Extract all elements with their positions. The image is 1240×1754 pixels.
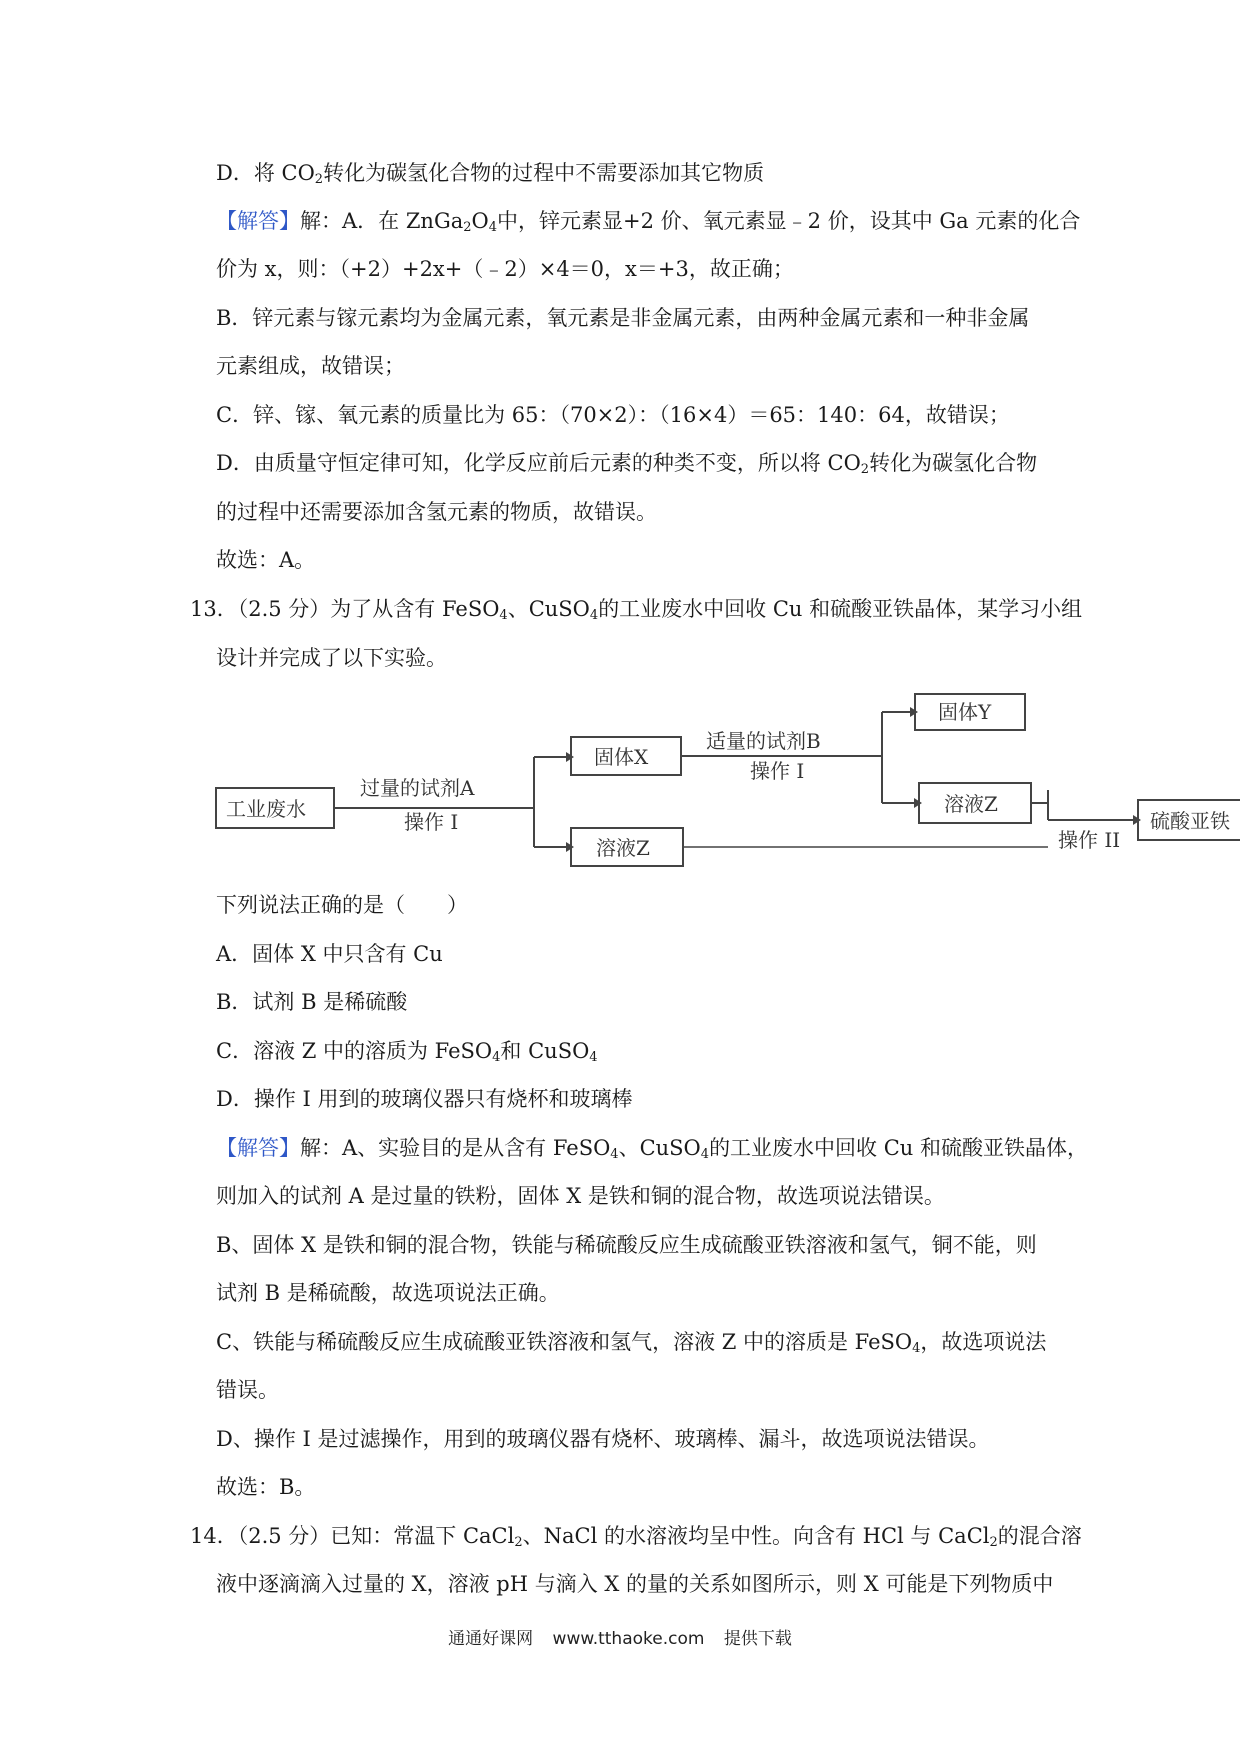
q13-stem-line-2: 设计并完成了以下实验。 <box>216 646 447 670</box>
q12-answer-line-6: D．由质量守恒定律可知，化学反应前后元素的种类不变，所以将 $CO_2$转化为碳氢化合物 <box>216 451 1038 477</box>
footer-url[interactable]: www.tthaoke.com <box>552 1629 705 1649</box>
label-step1-top: 过量的试剂A <box>360 776 475 800</box>
q12-answer-line-3: B．锌元素与镓元素均为金属元素，氧元素是非金属元素，由两种金属元素和一种非金属 <box>216 306 1030 330</box>
q12-answer-line-5: C．锌、镓、氧元素的质量比为 65：（70×2）：（16×4）＝65：140：64，故错误； <box>216 403 1010 427</box>
q12-answer-line-4: 元素组成，故错误； <box>216 354 405 378</box>
q13-option-c: C．溶液 Z 中的溶质为 FeSO$_4$和 CuSO$_4$ <box>216 1039 598 1065</box>
q13-prompt: 下列说法正确的是（ ） <box>216 893 468 917</box>
footer-note: 提供下载 <box>723 1629 792 1649</box>
label-solution-z-upper: 溶液Z <box>944 792 998 816</box>
label-step3: 操作 II <box>1058 828 1121 852</box>
answer-tag: 【解答】 <box>216 1136 300 1160</box>
label-step1-bottom: 操作 I <box>404 810 459 834</box>
label-solid-y: 固体Y <box>938 700 992 724</box>
q13-answer-line-1: 【解答】解：A、实验目的是从含有 FeSO$_4$、CuSO$_4$的工业废水中回收 Cu 和硫酸亚铁晶体， <box>216 1136 1089 1162</box>
label-step2-bottom: 操作 I <box>750 759 805 783</box>
label-step2-top: 适量的试剂B <box>706 729 821 753</box>
q13-option-b: B．试剂 B 是稀硫酸 <box>216 990 408 1014</box>
label-product: 硫酸亚铁 <box>1150 809 1230 833</box>
q13-stem-line-1: 13．（2.5 分）为了从含有 FeSO$_4$、CuSO$_4$的工业废水中回收 Cu 和硫酸亚铁晶体，某学习小组 <box>190 597 1083 623</box>
q12-option-d: D．将 $CO_2$转化为碳氢化合物的过程中不需要添加其它物质 <box>216 161 765 187</box>
q13-answer-line-5: C、铁能与稀硫酸反应生成硫酸亚铁溶液和氢气，溶液 Z 中的溶质是 FeSO$_4$，故选项说法 <box>216 1330 1047 1356</box>
q14-stem-line-2: 液中逐滴滴入过量的 X，溶液 pH 与滴入 X 的量的关系如图所示，则 X 可能是下列物质中 <box>216 1572 1054 1596</box>
q13-answer-line-3: B、固体 X 是铁和铜的混合物，铁能与稀硫酸反应生成硫酸亚铁溶液和氢气，铜不能，则 <box>216 1233 1037 1257</box>
page-footer <box>0 1624 1240 1649</box>
q12-answer-line-1: 【解答】解：A．在 $ZnGa_2O_4$中，锌元素显+2 价、氧元素显﹣2 价，设其中 Ga 元素的化合 <box>216 209 1081 235</box>
label-solution-z-lower: 溶液Z <box>596 836 650 860</box>
q12-answer-line-2: 价为 x，则：（+2）+2x+（﹣2）×4＝0，x＝+3，故正确； <box>216 257 794 281</box>
q12-choice: 故选：A。 <box>216 548 316 572</box>
footer-site: 通通好课网 <box>448 1629 534 1649</box>
q13-choice: 故选：B。 <box>216 1475 316 1499</box>
q12-answer-line-7: 的过程中还需要添加含氢元素的物质，故错误。 <box>216 500 657 524</box>
answer-tag: 【解答】 <box>216 209 300 233</box>
q13-option-a: A．固体 X 中只含有 Cu <box>216 942 443 966</box>
label-solid-x: 固体X <box>594 745 649 769</box>
q13-answer-line-7: D、操作 I 是过滤操作，用到的玻璃仪器有烧杯、玻璃棒、漏斗，故选项说法错误。 <box>216 1427 990 1451</box>
label-start: 工业废水 <box>226 797 306 821</box>
q13-answer-line-2: 则加入的试剂 A 是过量的铁粉，固体 X 是铁和铜的混合物，故选项说法错误。 <box>216 1184 945 1208</box>
q14-stem-line-1: 14．（2.5 分）已知：常温下 CaCl$_2$、NaCl 的水溶液均呈中性。向含有 HCl 与 CaCl$_2$的混合溶 <box>190 1524 1082 1550</box>
q13-answer-line-4: 试剂 B 是稀硫酸，故选项说法正确。 <box>216 1281 560 1305</box>
q13-answer-line-6: 错误。 <box>216 1378 279 1402</box>
q13-option-d: D．操作 I 用到的玻璃仪器只有烧杯和玻璃棒 <box>216 1087 633 1111</box>
